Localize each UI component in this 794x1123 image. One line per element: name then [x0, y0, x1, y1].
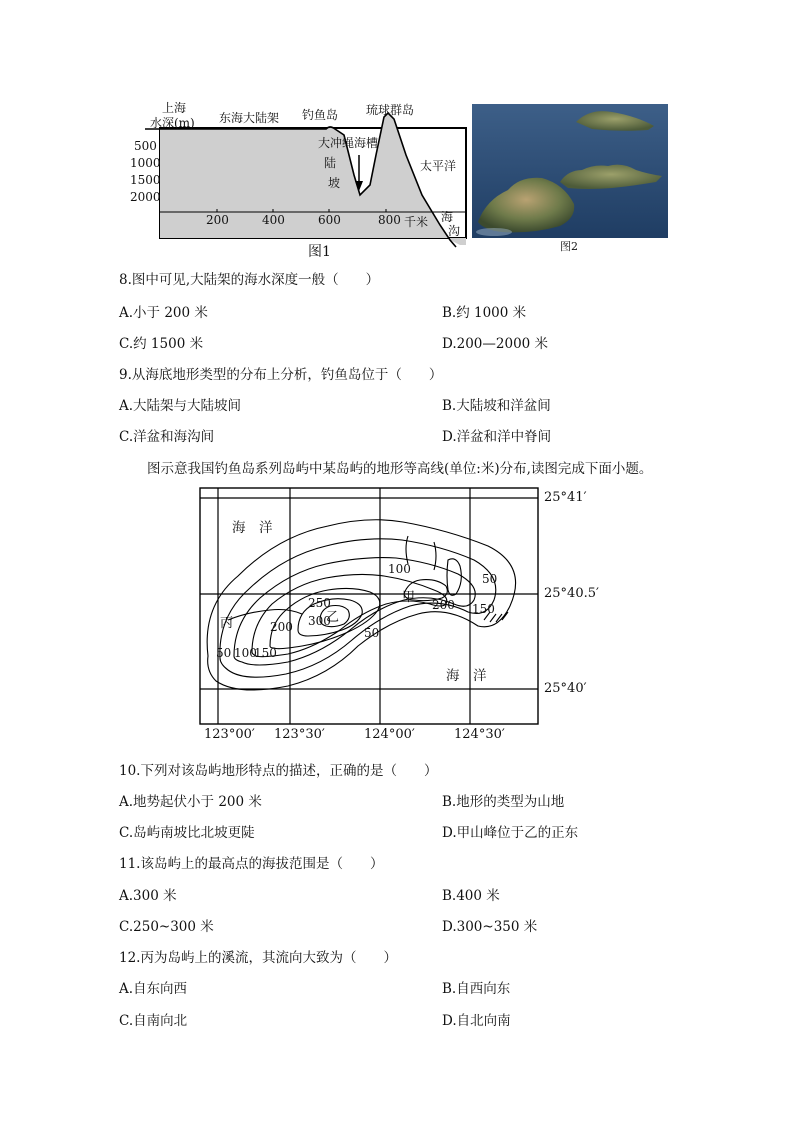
contour-label-150-east: 150: [472, 602, 495, 616]
contour-label-50-east: 50: [482, 572, 498, 586]
question-8-option-a[interactable]: A.小于 200 米: [119, 305, 208, 321]
contour-label-200-left: 200: [270, 620, 293, 634]
label-okinawa-trough: 大冲绳海槽: [318, 136, 379, 150]
question-8-option-d[interactable]: D.200—2000 米: [442, 336, 549, 352]
question-8-option-c[interactable]: C.约 1500 米: [119, 336, 204, 352]
question-10-option-a[interactable]: A.地势起伏小于 200 米: [119, 794, 262, 810]
question-9-option-c[interactable]: C.洋盆和海沟间: [119, 429, 215, 445]
question-12-option-b[interactable]: B.自西向东: [442, 981, 511, 997]
x-tick-600: 600: [318, 213, 341, 227]
map-intro-text: 图示意我国钓鱼岛系列岛屿中某岛屿的地形等高线(单位:米)分布,读图完成下面小题。: [147, 461, 653, 477]
lat-label-25-40: 25°40′: [544, 681, 587, 696]
question-9-option-a[interactable]: A.大陆架与大陆坡间: [119, 398, 242, 414]
ocean-label-south: 海 洋: [446, 668, 487, 684]
question-8-option-b[interactable]: B.约 1000 米: [442, 305, 527, 321]
lon-label-123-30: 123°30′: [274, 727, 325, 742]
y-tick-1500: 1500: [130, 173, 161, 187]
question-11-option-d[interactable]: D.300~350 米: [442, 919, 538, 935]
peak-label-yi: 乙: [326, 610, 340, 625]
label-diaoyu-island: 钓鱼岛: [302, 108, 339, 122]
question-10-option-b[interactable]: B.地形的类型为山地: [442, 794, 565, 810]
figure-1-profile: [130, 95, 470, 265]
label-slope-b: 坡: [328, 176, 341, 190]
question-10-option-d[interactable]: D.甲山峰位于乙的正东: [442, 825, 579, 841]
contour-label-200-east: 200: [432, 598, 455, 612]
figure-2-photo: [472, 104, 668, 253]
question-9-option-b[interactable]: B.大陆坡和洋盆间: [442, 398, 551, 414]
y-tick-2000: 2000: [130, 190, 161, 204]
lon-label-124-30: 124°30′: [454, 727, 505, 742]
label-slope-a: 陆: [324, 156, 337, 170]
figure-1-caption: 图1: [308, 244, 331, 260]
question-12-stem: 12.丙为岛屿上的溪流，其流向大致为（ ）: [119, 950, 397, 966]
figure-2-caption: 图2: [560, 240, 578, 253]
label-shanghai: 上海: [162, 101, 187, 115]
contour-label-100-left: 100: [234, 646, 257, 660]
x-unit: 千米: [404, 215, 429, 229]
contour-label-50-left: 50: [216, 646, 232, 660]
x-tick-400: 400: [262, 213, 285, 227]
x-tick-800: 800: [378, 213, 401, 227]
peak-label-jia: 甲: [402, 590, 416, 605]
contour-label-100-top: 100: [388, 562, 411, 576]
question-12-option-d[interactable]: D.自北向南: [442, 1013, 511, 1029]
label-trench-b: 沟: [448, 224, 461, 238]
stream-label-bing: 丙: [220, 616, 234, 631]
question-9-stem: 9.从海底地形类型的分布上分析，钓鱼岛位于（ ）: [119, 367, 443, 383]
islands-photo-illustration: [472, 104, 668, 238]
question-10-stem: 10.下列对该岛屿地形特点的描述，正确的是（ ）: [119, 763, 438, 779]
y-tick-500: 500: [134, 139, 157, 153]
question-12-option-c[interactable]: C.自南向北: [119, 1013, 188, 1029]
lat-label-25-41: 25°41′: [544, 490, 587, 505]
y-tick-1000: 1000: [130, 156, 161, 170]
label-continental-shelf: 东海大陆架: [219, 111, 280, 125]
question-9-option-d[interactable]: D.洋盆和洋中脊间: [442, 429, 552, 445]
contour-map: [198, 486, 610, 746]
lon-label-123-00: 123°00′: [204, 727, 255, 742]
lat-label-25-40-5: 25°40.5′: [544, 586, 599, 601]
lon-label-124-00: 124°00′: [364, 727, 415, 742]
ocean-label-north: 海 洋: [232, 520, 273, 536]
contour-label-300: 300: [308, 614, 331, 628]
contour-label-50-center: 50: [364, 626, 380, 640]
contour-label-250: 250: [308, 596, 331, 610]
question-8-stem: 8.图中可见,大陆架的海水深度一般（ ）: [119, 272, 380, 288]
x-tick-200: 200: [206, 213, 229, 227]
question-11-option-b[interactable]: B.400 米: [442, 888, 500, 904]
label-ryukyu-islands: 琉球群岛: [366, 103, 415, 117]
label-pacific: 太平洋: [420, 159, 457, 173]
label-trench-a: 海: [441, 210, 454, 224]
question-10-option-c[interactable]: C.岛屿南坡比北坡更陡: [119, 825, 255, 841]
question-11-stem: 11.该岛屿上的最高点的海拔范围是（ ）: [119, 856, 384, 872]
question-11-option-a[interactable]: A.300 米: [119, 888, 177, 904]
question-11-option-c[interactable]: C.250~300 米: [119, 919, 214, 935]
contour-label-150-left: 150: [254, 646, 277, 660]
label-depth-unit: 水深(m): [150, 116, 195, 130]
question-12-option-a[interactable]: A.自东向西: [119, 981, 188, 997]
